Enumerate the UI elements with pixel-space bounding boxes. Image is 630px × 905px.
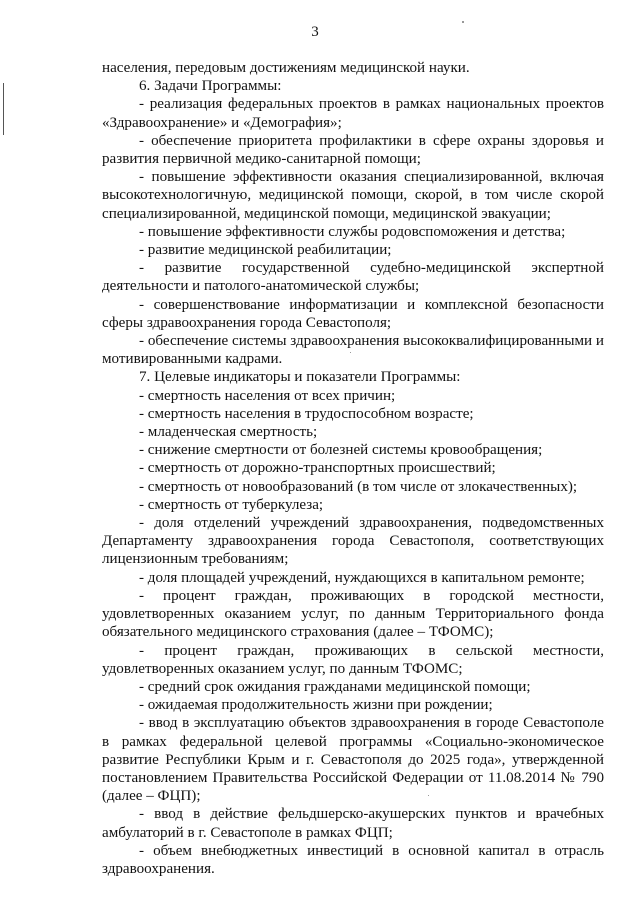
list-item: - процент граждан, проживающих в сельской местности, удовлетворенных оказанием услуг, по данным ТФОМС; <box>102 642 604 677</box>
list-item: - обеспечение системы здравоохранения высококвалифицированными и мотивированными кадрами. <box>102 333 604 368</box>
page-number: 3 <box>311 24 319 40</box>
list-item: - обеспечение приоритета профилактики в сфере охраны здоровья и развития первичной медико-санитарной помощи; <box>102 132 604 168</box>
list-item: - смертность от туберкулеза; <box>139 496 324 513</box>
section-heading: 7. Целевые индикаторы и показатели Программы: <box>139 369 461 386</box>
list-item: - смертность населения от всех причин; <box>139 387 396 404</box>
list-item: - ввод в действие фельдшерско-акушерских пунктов и врачебных амбулаторий в г. Севастополе в рамках ФЦП; <box>102 806 604 841</box>
scan-speck <box>462 21 464 23</box>
list-item: - повышение эффективности оказания специализированной, включая высокотехнологичную, медицинской помощи, скорой, в том числе скорой специализированной, медицинской помощи, медицинской эвакуации; <box>102 169 604 222</box>
list-item: - процент граждан, проживающих в городской местности, удовлетворенных оказанием услуг, по данным Территориального фонда обязательного медицинского страхования (далее – ТФОМС); <box>102 587 604 641</box>
list-item: - средний срок ожидания гражданами медицинской помощи; <box>139 678 531 695</box>
list-item: - реализация федеральных проектов в рамках национальных проектов «Здравоохранение» и «Демография»; <box>102 96 604 131</box>
document-body <box>102 59 604 878</box>
list-item: - смертность от дорожно-транспортных происшествий; <box>139 460 496 477</box>
list-item: - развитие государственной судебно-медицинской экспертной деятельности и патолого-анатомической службы; <box>102 260 604 295</box>
list-item: - объем внебюджетных инвестиций в основной капитал в отрасль здравоохранения. <box>102 842 604 877</box>
list-item: - смертность населения в трудоспособном возрасте; <box>139 405 474 422</box>
section-heading: 6. Задачи Программы: <box>139 78 282 95</box>
list-item: - повышение эффективности службы родовспоможения и детства; <box>139 223 566 240</box>
scan-edge-mark <box>3 83 4 135</box>
list-item: - развитие медицинской реабилитации; <box>139 242 392 259</box>
list-item: - доля площадей учреждений, нуждающихся в капитальном ремонте; <box>139 569 585 586</box>
list-item: - снижение смертности от болезней системы кровообращения; <box>139 442 543 459</box>
list-item: - смертность от новообразований (в том числе от злокачественных); <box>139 478 578 495</box>
list-item: - доля отделений учреждений здравоохранения, подведомственных Департаменту здравоохранения города Севастополя, соответствующих лицензионным требованиям; <box>102 515 604 568</box>
list-item: - ввод в эксплуатацию объектов здравоохранения в городе Севастополе в рамках федеральной целевой программы «Социально-экономическое развитие Республики Крым и г. Севастополя до 2025 года», утвержденной постановлением Правительства Российской Федерации от 11.08.2014 № 790 (далее – ФЦП); <box>102 715 604 805</box>
list-item: - младенческая смертность; <box>139 424 318 441</box>
paragraph: населения, передовым достижениям медицинской науки. <box>102 60 470 76</box>
list-item: - совершенствование информатизации и комплексной безопасности сферы здравоохранения города Севастополя; <box>102 296 604 331</box>
list-item: - ожидаемая продолжительность жизни при рождении; <box>139 697 493 714</box>
